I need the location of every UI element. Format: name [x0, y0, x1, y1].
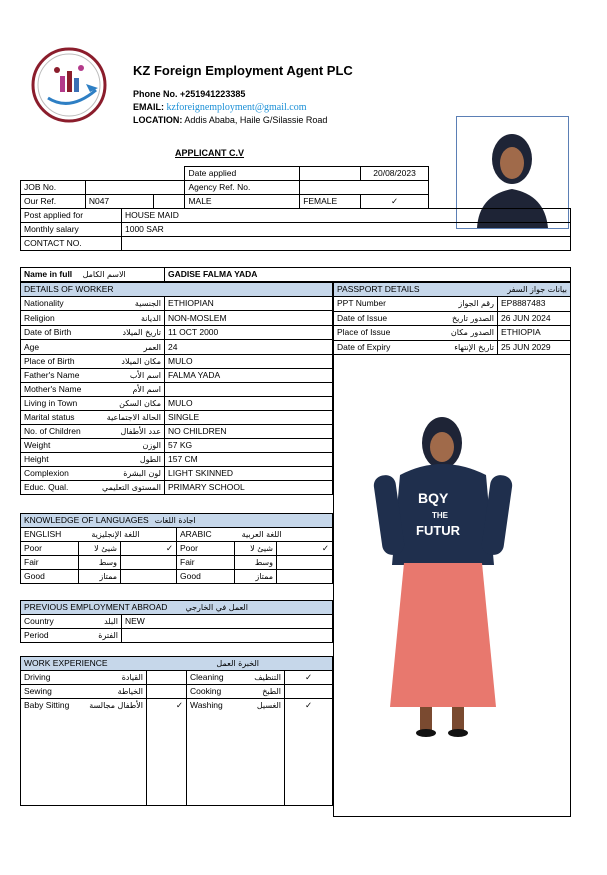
- details-label: Place of Birth مكان الميلاد: [21, 355, 165, 369]
- post-label: Post applied for: [21, 209, 122, 223]
- passport-value: 25 JUN 2029: [498, 340, 571, 355]
- agency-ref-label: Agency Ref. No.: [185, 181, 300, 195]
- details-value: [165, 383, 333, 397]
- work-label: Washing الغسيل: [187, 699, 285, 806]
- name-table: [20, 267, 571, 282]
- passport-header: PASSPORT DETAILS بيانات جواز السفر: [334, 283, 571, 297]
- details-label: Weight الوزن: [21, 439, 165, 453]
- details-label: Nationality الجنسية: [21, 297, 165, 311]
- work-row: [21, 671, 333, 685]
- company-name: KZ Foreign Employment Agent PLC: [133, 63, 353, 78]
- details-row: [21, 311, 333, 326]
- svg-text:FUTUR: FUTUR: [416, 523, 461, 538]
- level-label-ar: شيئ لا: [79, 542, 121, 556]
- top-info-table: [20, 166, 429, 209]
- details-header: DETAILS OF WORKER: [21, 283, 333, 297]
- details-label: Complexion لون البشرة: [21, 467, 165, 481]
- details-label: Mother's Name اسم الأم: [21, 383, 165, 397]
- job-no-value: [85, 181, 185, 195]
- details-row: [21, 326, 333, 340]
- level-label: Fair: [177, 556, 235, 570]
- prev-employment-header: PREVIOUS EMPLOYMENT ABROAD العمل في الخارجي: [21, 601, 333, 615]
- work-checkbox[interactable]: [147, 671, 187, 685]
- arabic-level-checkbox[interactable]: [277, 570, 333, 584]
- details-row: [21, 425, 333, 439]
- level-label-ar: وسط: [235, 556, 277, 570]
- arabic-level-checkbox[interactable]: ✓: [277, 542, 333, 556]
- passport-value: EP8887483: [498, 297, 571, 312]
- work-label: Sewing الخياطة: [21, 685, 147, 699]
- date-applied-value: 20/08/2023: [361, 167, 429, 181]
- details-value: FALMA YADA: [165, 369, 333, 383]
- passport-value: ETHIOPIA: [498, 326, 571, 341]
- our-ref-label: Our Ref.: [21, 195, 86, 209]
- details-value: ETHIOPIAN: [165, 297, 333, 311]
- details-value: 57 KG: [165, 439, 333, 453]
- level-label-ar: وسط: [79, 556, 121, 570]
- details-row: [21, 397, 333, 411]
- language-row: [21, 570, 333, 584]
- level-label: Good: [177, 570, 235, 584]
- details-label: Living in Town مكان السكن: [21, 397, 165, 411]
- details-row: [21, 411, 333, 425]
- languages-header: KNOWLEDGE OF LANGUAGES اجادة اللغات: [21, 514, 333, 528]
- passport-label: Date of Expiry تاريخ الإنتهاء: [334, 340, 498, 355]
- details-label: Educ. Qual. المستوى التعليمي: [21, 481, 165, 495]
- level-label-ar: ممتاز: [235, 570, 277, 584]
- english-level-checkbox[interactable]: ✓: [121, 542, 177, 556]
- work-checkbox[interactable]: ✓: [147, 699, 187, 806]
- passport-row: [334, 297, 571, 312]
- salary-label: Monthly salary: [21, 223, 122, 237]
- work-label: Cleaning التنظيف: [187, 671, 285, 685]
- details-row: [21, 297, 333, 311]
- email-line: EMAIL: kzforeignemployment@gmail.com: [133, 102, 307, 113]
- work-checkbox[interactable]: [147, 685, 187, 699]
- period-value: [122, 629, 333, 643]
- details-value: 24: [165, 340, 333, 355]
- work-checkbox[interactable]: ✓: [285, 699, 333, 806]
- contact-label: CONTACT NO.: [21, 237, 122, 251]
- salary-value: 1000 SAR: [122, 223, 571, 237]
- details-row: [21, 481, 333, 495]
- language-row: [21, 542, 333, 556]
- details-value: LIGHT SKINNED: [165, 467, 333, 481]
- details-row: [21, 383, 333, 397]
- passport-label: PPT Number رقم الجواز: [334, 297, 498, 312]
- name-label: Name in full الاسم الكامل: [21, 268, 165, 282]
- english-header: ENGLISH اللغة الإنجليزية: [21, 528, 177, 542]
- level-label-ar: ممتاز: [79, 570, 121, 584]
- date-applied-label: Date applied: [185, 167, 300, 181]
- english-level-checkbox[interactable]: [121, 570, 177, 584]
- passport-row: [334, 340, 571, 355]
- our-ref-value: N047: [85, 195, 153, 209]
- post-value: HOUSE MAID: [122, 209, 571, 223]
- work-label: Baby Sitting الأطفال مجالسة: [21, 699, 147, 806]
- work-label: Driving القيادة: [21, 671, 147, 685]
- details-value: PRIMARY SCHOOL: [165, 481, 333, 495]
- svg-text:THE: THE: [432, 511, 448, 520]
- details-row: [21, 369, 333, 383]
- details-value: 11 OCT 2000: [165, 326, 333, 340]
- passport-label: Date of Issue الصدور تاريخ: [334, 311, 498, 326]
- level-label: Poor: [177, 542, 235, 556]
- work-row: [21, 699, 333, 806]
- details-value: 157 CM: [165, 453, 333, 467]
- details-label: Religion الديانة: [21, 311, 165, 326]
- details-label: Age العمر: [21, 340, 165, 355]
- level-label: Fair: [21, 556, 79, 570]
- company-logo: [30, 46, 108, 124]
- work-experience-table: [20, 656, 333, 806]
- work-label: Cooking الطبخ: [187, 685, 285, 699]
- phone-line: Phone No. +251941223385: [133, 89, 246, 99]
- level-label-ar: شيئ لا: [235, 542, 277, 556]
- details-row: [21, 439, 333, 453]
- form-title: APPLICANT C.V: [175, 148, 245, 158]
- details-table: [20, 282, 333, 495]
- agency-ref-value: [300, 181, 429, 195]
- female-checkbox[interactable]: ✓: [361, 195, 429, 209]
- period-label: Period الفترة: [21, 629, 122, 643]
- details-value: NO CHILDREN: [165, 425, 333, 439]
- details-row: [21, 340, 333, 355]
- details-value: NON-MOSLEM: [165, 311, 333, 326]
- passport-table: [333, 282, 571, 355]
- work-row: [21, 685, 333, 699]
- arabic-header: ARABIC اللغة العربية: [177, 528, 333, 542]
- details-row: [21, 355, 333, 369]
- details-label: Height الطول: [21, 453, 165, 467]
- level-label: Poor: [21, 542, 79, 556]
- english-level-checkbox[interactable]: [121, 556, 177, 570]
- passport-label: Place of Issue الصدور مكان: [334, 326, 498, 341]
- post-table: [20, 208, 571, 251]
- passport-row: [334, 311, 571, 326]
- prev-employment-table: [20, 600, 333, 643]
- male-label: MALE: [185, 195, 300, 209]
- level-label: Good: [21, 570, 79, 584]
- passport-value: 26 JUN 2024: [498, 311, 571, 326]
- country-label: Country البلد: [21, 615, 122, 629]
- details-value: MULO: [165, 397, 333, 411]
- passport-row: [334, 326, 571, 341]
- work-checkbox[interactable]: [285, 685, 333, 699]
- location-line: LOCATION: Addis Ababa, Haile G/Silassie Road: [133, 115, 328, 125]
- details-row: [21, 453, 333, 467]
- female-label: FEMALE: [300, 195, 361, 209]
- work-checkbox[interactable]: ✓: [285, 671, 333, 685]
- details-label: Date of Birth تاريخ الميلاد: [21, 326, 165, 340]
- work-header: WORK EXPERIENCE الخبرة العمل: [21, 657, 333, 671]
- full-body-photo: [333, 355, 571, 817]
- language-row: [21, 556, 333, 570]
- details-row: [21, 467, 333, 481]
- country-value: NEW: [122, 615, 333, 629]
- details-label: No. of Children عدد الأطفال: [21, 425, 165, 439]
- details-label: Father's Name اسم الأب: [21, 369, 165, 383]
- name-value: GADISE FALMA YADA: [165, 268, 571, 282]
- email-link[interactable]: kzforeignemployment@gmail.com: [166, 102, 307, 113]
- contact-value: [122, 237, 571, 251]
- details-value: MULO: [165, 355, 333, 369]
- languages-table: [20, 513, 333, 584]
- arabic-level-checkbox[interactable]: [277, 556, 333, 570]
- job-no-label: JOB No.: [21, 181, 86, 195]
- details-value: SINGLE: [165, 411, 333, 425]
- details-label: Marital status الحالة الاجتماعية: [21, 411, 165, 425]
- svg-text:BQY: BQY: [418, 490, 449, 506]
